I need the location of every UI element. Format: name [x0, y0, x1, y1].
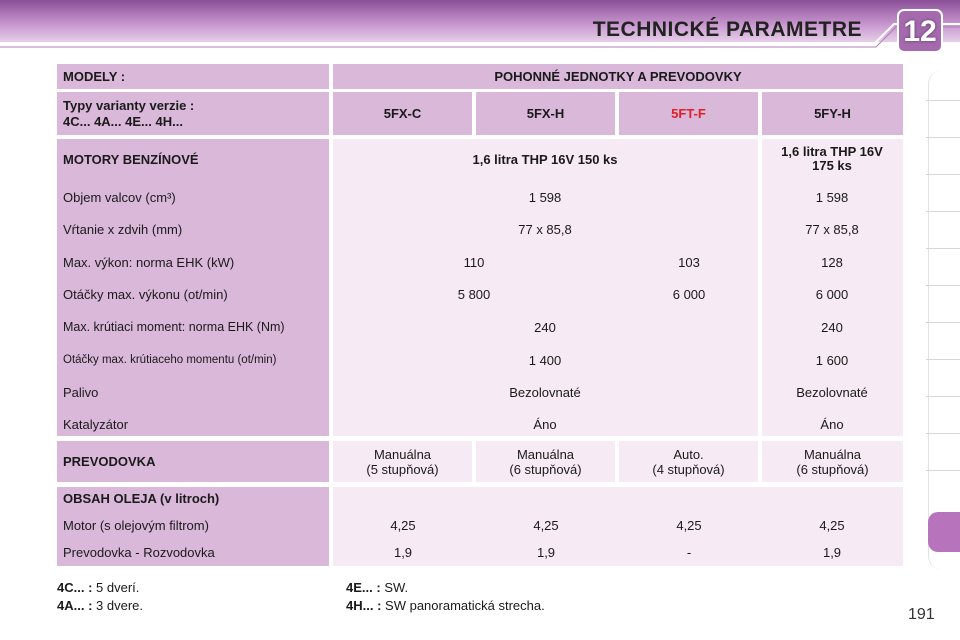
engines-label: MOTORY BENZÍNOVÉ [63, 152, 199, 167]
row-max-power-label: Max. výkon: norma EHK (kW) [63, 255, 235, 270]
row-bore-stroke-label: Vŕtanie x zdvih (mm) [63, 222, 183, 237]
variant-5ft-f: 5FT-F [619, 92, 758, 135]
footnote-text: SW panoramatická strecha. [385, 598, 545, 613]
row-max-power-a: 110 [463, 255, 485, 270]
oil-gear-5fy-h: 1,9 [822, 545, 842, 560]
variants-label [57, 92, 329, 135]
chapter-number: 12 [903, 15, 937, 48]
side-tab [926, 100, 960, 136]
engine-last-title [781, 145, 883, 173]
gearbox-speeds: (6 stupňová) [796, 461, 869, 477]
oil-gear-5fx-h: 1,9 [536, 545, 556, 560]
oil-gear-5fx-c: 1,9 [393, 545, 413, 560]
variants-label-line1: Typy varianty verzie : [63, 97, 195, 113]
oil-gear-5ft-f: - [686, 545, 692, 560]
gearbox-type: Manuálna [373, 446, 432, 462]
row-torque-rpm-label: Otáčky max. krútiaceho momentu (ot/min) [63, 354, 277, 366]
page-header [0, 0, 960, 52]
gearbox-5ft-f [619, 441, 758, 482]
row-fuel-main: Bezolovnaté [509, 385, 581, 400]
gearbox-5fx-h [476, 441, 615, 482]
row-fuel-last: Bezolovnaté [796, 385, 868, 400]
row-max-torque-main: 240 [534, 320, 556, 335]
gearbox-type: Manuálna [803, 446, 862, 462]
side-tab [926, 285, 960, 321]
footnote-key: 4E... : [346, 580, 381, 595]
footnote-text: 3 dvere. [96, 598, 144, 613]
row-displacement-label: Objem valcov (cm³) [63, 190, 176, 205]
models-label: MODELY : [57, 64, 329, 89]
row-power-rpm-b: 6 000 [672, 287, 706, 302]
row-catalyst-label: Katalyzátor [63, 417, 129, 432]
row-bore-stroke-main: 77 x 85,8 [518, 222, 572, 237]
oil-engine-5fx-h: 4,25 [533, 518, 559, 533]
side-tab [926, 248, 960, 284]
gearbox-type: Manuálna [516, 446, 575, 462]
footnote-4c [57, 580, 139, 595]
footnote-text: SW. [384, 580, 409, 595]
oil-gear-label: Prevodovka - Rozvodovka [63, 545, 215, 560]
gearbox-speeds: (6 stupňová) [509, 461, 582, 477]
row-power-rpm-a: 5 800 [457, 287, 491, 302]
side-tab [926, 359, 960, 395]
powertrain-label: POHONNÉ JEDNOTKY A PREVODOVKY [333, 64, 903, 89]
page-title: TECHNICKÉ PARAMETRE [592, 18, 862, 41]
row-max-torque-last: 240 [821, 320, 843, 335]
gearbox-speeds: (4 stupňová) [652, 461, 725, 477]
row-max-torque-label: Max. krútiaci moment: norma EHK (Nm) [63, 320, 285, 334]
oil-values-panel [333, 487, 903, 566]
row-fuel-label: Palivo [63, 385, 99, 400]
row-displacement-last: 1 598 [815, 190, 849, 205]
row-displacement-main: 1 598 [528, 190, 562, 205]
row-max-power-b: 103 [678, 255, 700, 270]
footnote-4h [346, 598, 545, 613]
row-bore-stroke-last: 77 x 85,8 [805, 222, 859, 237]
footnote-4e [346, 580, 408, 595]
oil-label: OBSAH OLEJA (v litroch) [63, 491, 220, 506]
footnote-key: 4A... : [57, 598, 93, 613]
oil-engine-5fx-c: 4,25 [390, 518, 416, 533]
variant-5fx-h: 5FX-H [476, 92, 615, 135]
footnote-key: 4H... : [346, 598, 382, 613]
row-power-rpm-label: Otáčky max. výkonu (ot/min) [63, 287, 228, 302]
engine-last-title-line2: 175 ks [812, 158, 852, 173]
side-tab [926, 433, 960, 469]
gearbox-speeds: (5 stupňová) [366, 461, 439, 477]
gearbox-5fy-h [762, 441, 903, 482]
side-tab [926, 174, 960, 210]
footnote-4a [57, 598, 143, 613]
gearbox-type: Auto. [673, 446, 704, 462]
side-tab [926, 211, 960, 247]
side-tab-active [928, 512, 960, 552]
gearbox-5fx-c [333, 441, 472, 482]
gearbox-label: PREVODOVKA [57, 441, 329, 482]
variants-label-line2: 4C... 4A... 4E... 4H... [63, 113, 183, 129]
side-tab [926, 396, 960, 432]
variant-5fx-c: 5FX-C [333, 92, 472, 135]
page-number: 191 [908, 606, 935, 623]
side-tab [926, 322, 960, 358]
side-tab [926, 137, 960, 173]
row-catalyst-main: Áno [533, 417, 557, 432]
row-catalyst-last: Áno [820, 417, 844, 432]
engine-last-title-line1: 1,6 litra THP 16V [781, 144, 883, 159]
row-power-rpm-last: 6 000 [815, 287, 849, 302]
side-tab [926, 470, 960, 506]
oil-engine-5fy-h: 4,25 [819, 518, 845, 533]
footnote-text: 5 dverí. [96, 580, 140, 595]
oil-engine-5ft-f: 4,25 [676, 518, 702, 533]
row-torque-rpm-last: 1 600 [815, 353, 849, 368]
oil-engine-label: Motor (s olejovým filtrom) [63, 518, 209, 533]
variant-5fy-h: 5FY-H [762, 92, 903, 135]
row-torque-rpm-main: 1 400 [528, 353, 562, 368]
engine-main-title: 1,6 litra THP 16V 150 ks [472, 152, 618, 167]
row-max-power-last: 128 [821, 255, 843, 270]
footnote-key: 4C... : [57, 580, 93, 595]
